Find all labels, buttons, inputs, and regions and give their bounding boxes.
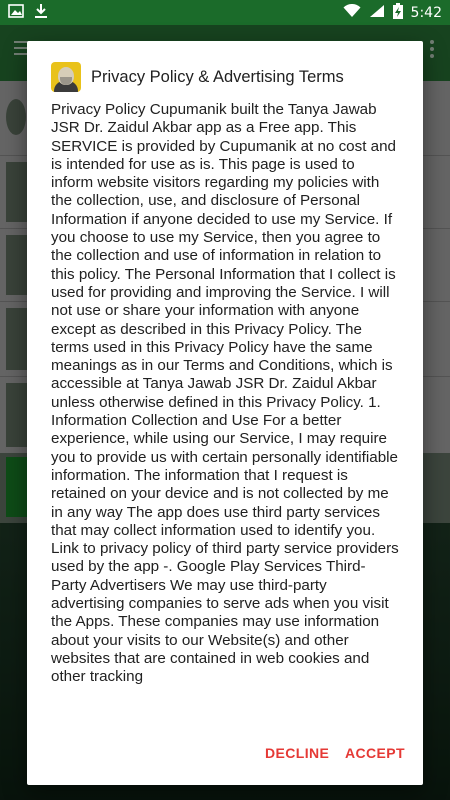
signal-icon [369, 4, 385, 21]
image-icon [8, 4, 24, 21]
status-bar [0, 0, 450, 25]
wifi-icon [343, 4, 361, 21]
dialog-body-scroll[interactable] [51, 101, 401, 721]
battery-charging-icon [393, 3, 403, 22]
privacy-policy-dialog [27, 41, 423, 785]
download-icon [34, 3, 48, 22]
dialog-title: Privacy Policy & Advertising Terms [91, 67, 344, 86]
accept-button[interactable]: ACCEPT [345, 745, 405, 761]
dialog-actions [27, 721, 423, 785]
decline-button[interactable]: DECLINE [265, 745, 330, 761]
policy-text: Privacy Policy Cupumanik built the Tanya Jawab JSR Dr. Zaidul Akbar app as a Free app. This SERVICE is provided by Cupumanik at no cost and is intended for use as is. This page is used to inform website visitors regarding my policies with the collection, use, and disclosure of Personal Information if anyone decided to use my Service. If you choose to use my Service, then you agree to the collection and use of information in relation to this policy. The Personal Information that I collect is used for providing and improving the Service. I will not use or share your information with anyone except as described in this Privacy Policy. The terms used in this Privacy Policy have the same meanings as in our Terms and Conditions, which is accessible at Tanya Jawab JSR Dr. Zaidul Akbar unless otherwise defined in this Privacy Policy. 1. Information Collection and Use For a better experience, while using our Service, I may require you to provide us with certain personally identifiable information. The information that I request is retained on your device and is not collected by me in any way The app does use third party services that may collect information used to identify you. Link to privacy policy of third party service providers used by the app -. Google Play Services Third-Party Advertisers We may use third-party advertising companies to serve ads when you visit the Apps. These companies may use information about your visits to our Website(s) and other websites that are contained in web cookies and other tracking [51, 101, 399, 686]
dialog-header [51, 59, 407, 95]
app-icon [51, 62, 81, 92]
status-time: 5:42 [410, 4, 442, 21]
